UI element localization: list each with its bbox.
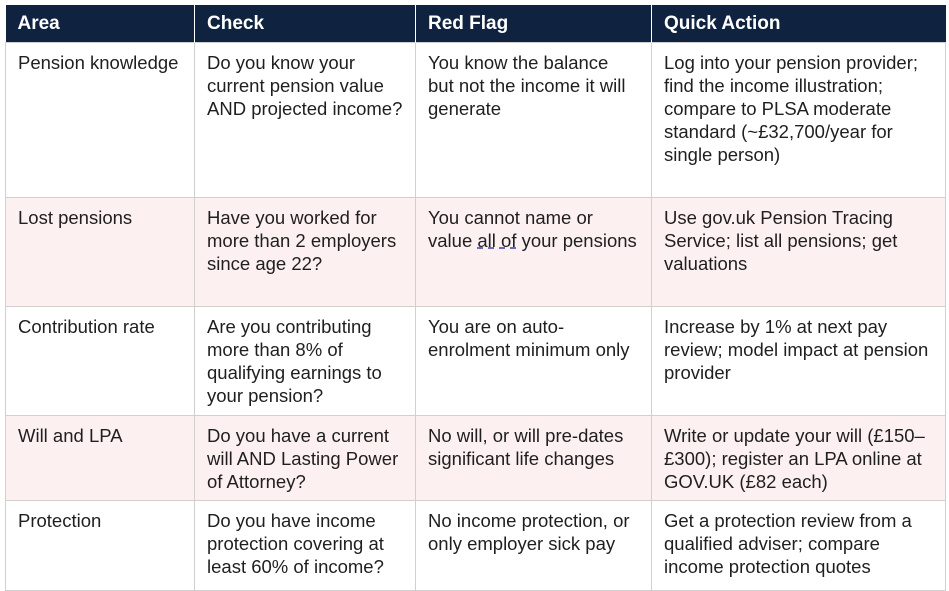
cell-area: Contribution rate	[6, 307, 195, 416]
cell-check: Have you worked for more than 2 employers since age 22?	[195, 198, 416, 307]
pension-checklist-table	[5, 5, 946, 591]
cell-red-flag: No will, or will pre-dates significant life changes	[416, 416, 652, 501]
cell-quick-action: Log into your pension provider; find the income illustration; compare to PLSA moderate standard (~£32,700/year for single person)	[652, 43, 946, 198]
cell-check: Do you know your current pension value AND projected income?	[195, 43, 416, 198]
cell-check: Do you have a current will AND Lasting Power of Attorney?	[195, 416, 416, 501]
red-flag-text-start: You cannot name or value	[428, 207, 593, 251]
cell-red-flag	[416, 198, 652, 307]
cell-area: Protection	[6, 501, 195, 591]
header-check: Check	[195, 5, 416, 43]
cell-quick-action: Use gov.uk Pension Tracing Service; list all pensions; get valuations	[652, 198, 946, 307]
cell-red-flag: You are on auto-enrolment minimum only	[416, 307, 652, 416]
cell-quick-action: Get a protection review from a qualified adviser; compare income protection quotes	[652, 501, 946, 591]
cell-check: Are you contributing more than 8% of qualifying earnings to your pension?	[195, 307, 416, 416]
table-row	[6, 307, 946, 416]
header-area: Area	[6, 5, 195, 43]
cell-red-flag: You know the balance but not the income it will generate	[416, 43, 652, 198]
table-row	[6, 501, 946, 591]
cell-check: Do you have income protection covering at least 60% of income?	[195, 501, 416, 591]
cell-quick-action: Increase by 1% at next pay review; model impact at pension provider	[652, 307, 946, 416]
spellcheck-marked-text: all of	[477, 230, 517, 251]
header-quick-action: Quick Action	[652, 5, 946, 43]
table-header-row	[6, 5, 946, 43]
cell-area: Pension knowledge	[6, 43, 195, 198]
header-red-flag: Red Flag	[416, 5, 652, 43]
cell-quick-action: Write or update your will (£150–£300); register an LPA online at GOV.UK (£82 each)	[652, 416, 946, 501]
cell-red-flag: No income protection, or only employer sick pay	[416, 501, 652, 591]
cell-area: Lost pensions	[6, 198, 195, 307]
table-row	[6, 416, 946, 501]
red-flag-text-end: your pensions	[516, 230, 637, 251]
table-row	[6, 43, 946, 198]
table-row	[6, 198, 946, 307]
cell-area: Will and LPA	[6, 416, 195, 501]
